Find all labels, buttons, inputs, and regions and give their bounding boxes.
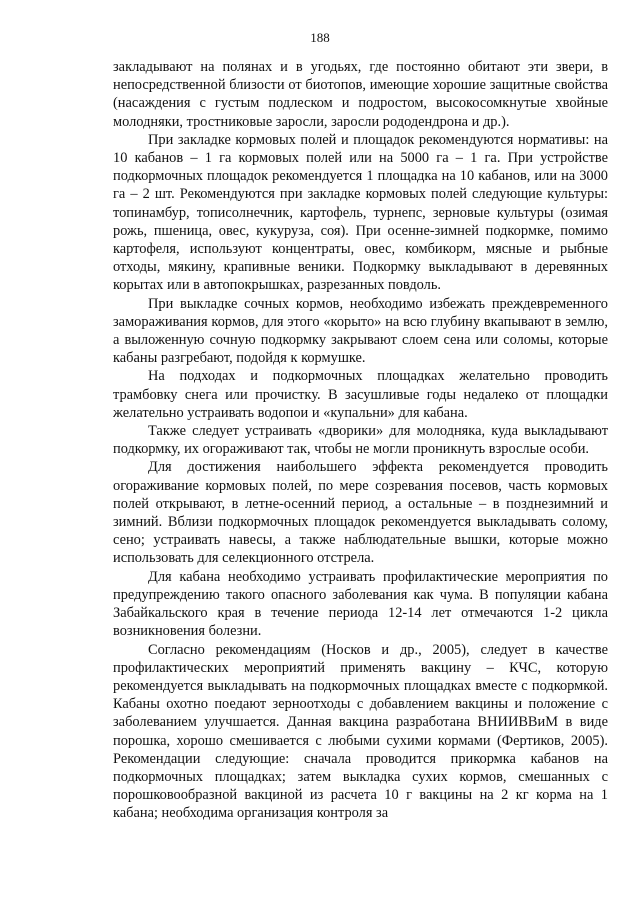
paragraph-disease-prevention: Для кабана необходимо устраивать профилактические мероприятия по предупреждению такого опасного заболевания как чума. В популяции кабана Забайкальского края в течение периода 12-14 лет отмечаются 1-2 цикла возникновения болезни.	[113, 568, 608, 640]
paragraph-fencing: Для достижения наибольшего эффекта рекомендуется проводить огораживание кормовых полей, по мере созревания посевов, часть кормовых полей открывают, в летне-осенний период, а остальные – в позднезимний и зимний. Вблизи подкормочных площадок рекомендуется выкладывать солому, сено; устраивать навесы, а также наблюдательные вышки, которые можно использовать для селекционного отстрела.	[113, 459, 608, 567]
paragraph-snow-trampling: На подходах и подкормочных площадках желательно проводить трамбовку снега или прочистку. В засушливые годы недалеко от площадки желательно устраивать водопои и «купальни» для кабана.	[113, 368, 608, 421]
page-number: 188	[310, 30, 330, 45]
paragraph-succulent-feed: При выкладке сочных кормов, необходимо избежать преждевременного замораживания кормов, для этого «корыто» на всю глубину вкапывают в землю, а выложенную сочную подкормку закрывают слоем сена или соломы, которые кабаны разгребают, подойдя к кормушке.	[113, 295, 608, 367]
paragraph-vaccine: Согласно рекомендациям (Носков и др., 2005), следует в качестве профилактических мероприятий применять вакцину – КЧС, которую рекомендуется выкладывать на подкормочных площадках вместе с подкормкой. Кабаны охотно поедают зерноотходы с добавлением вакцины и положение с заболеванием улучшается. Данная вакцина разработана ВНИИВВиМ в виде порошка, хорошо смешивается с любыми сухими кормами (Фертиков, 2005). Рекомендации следующие: сначала проводится прикормка кабанов на подкормочных площадках; затем выкладка сухих кормов, смешанных с порошковообразной вакциной из расчета 10 г вакцины на 2 кг корма на 1 кабана; необходима организация контроля за	[113, 641, 608, 822]
text-body	[113, 58, 608, 823]
paragraph-feeding-norms: При закладке кормовых полей и площадок рекомендуются нормативы: на 10 кабанов – 1 га кормовых полей или на 5000 га – 1 га. При устройстве подкормочных площадок рекомендуется 1 площадка на 10 кабанов, или на 3000 га – 2 шт. Рекомендуются при закладке кормовых полей следующие культуры: топинамбур, тописолнечник, картофель, турнепс, зерновые культуры (озимая рожь, пшеница, овес, кукуруза, соя). При осенне-зимней подкормке, помимо картофеля, используют концентраты, овес, комбикорм, мясные и рыбные отходы, мякину, крапивные веники. Подкормку выкладывают в деревянных корытах или в автопокрышках, разрезанных повдоль.	[113, 131, 608, 294]
paragraph-continuation: закладывают на полянах и в угодьях, где постоянно обитают эти звери, в непосредственной близости от биотопов, имеющие хорошие защитные свойства (насаждения с густым подлеском и подростом, высокосомкнутые хвойные молодняки, тростниковые заросли, заросли рододендрона и др.).	[113, 59, 608, 130]
paragraph-young-enclosures: Также следует устраивать «дворики» для молодняка, куда выкладывают подкормку, их огораживают так, чтобы не могли проникнуть взрослые особи.	[113, 423, 608, 458]
